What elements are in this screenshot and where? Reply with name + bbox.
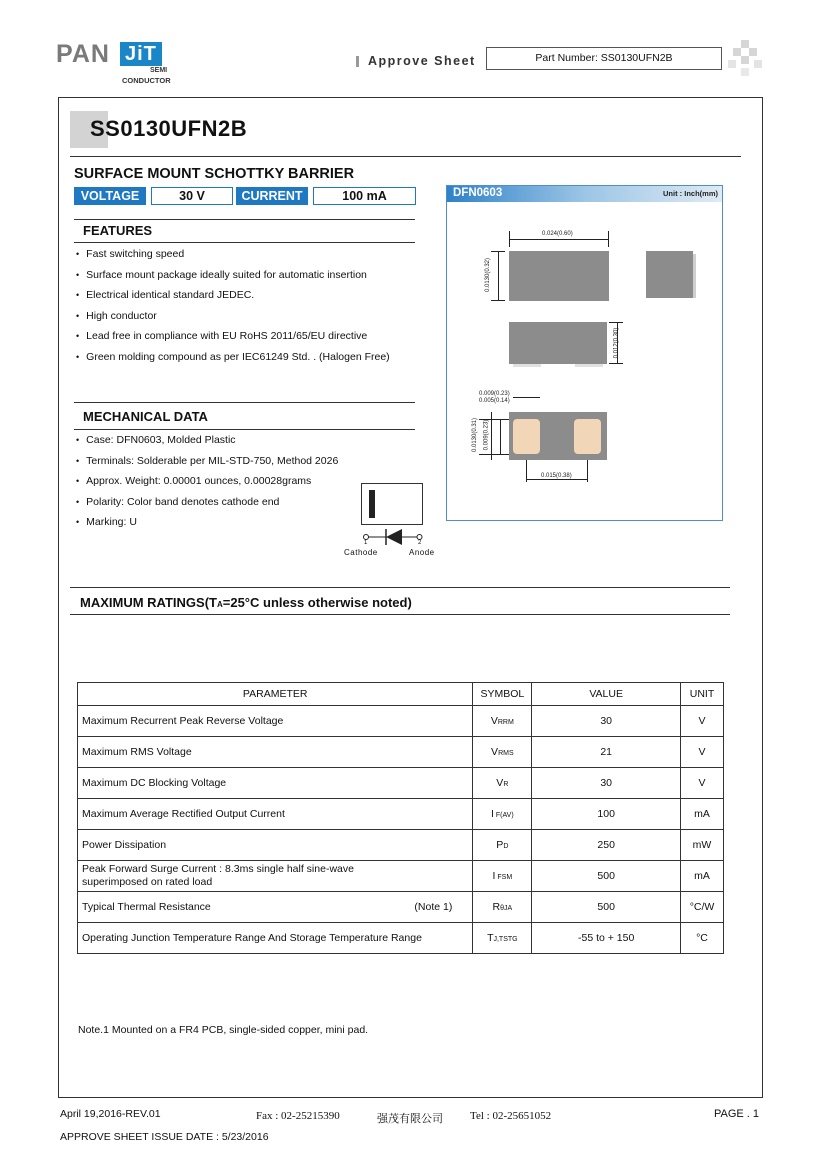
- param-cell: Operating Junction Temperature Range And Storage Temperature Range: [78, 923, 473, 954]
- approve-sheet-label: Approve Sheet: [358, 54, 476, 68]
- value-cell: 500: [532, 892, 681, 923]
- dim-pad-a: 0.009(0.23): [479, 391, 510, 397]
- dim-pad-h2: 0.009(0.23): [483, 419, 490, 451]
- list-item: • Surface mount package ideally suited for automatic insertion: [76, 265, 426, 286]
- param-cell: Maximum DC Blocking Voltage: [78, 768, 473, 799]
- cathode-band: [369, 490, 375, 518]
- table-row: [78, 706, 724, 737]
- ratings-bottom-rule: [70, 614, 730, 615]
- ratings-top-rule: [70, 587, 730, 588]
- param-cell: Maximum Recurrent Peak Reverse Voltage: [78, 706, 473, 737]
- list-item: • Case: DFN0603, Molded Plastic: [76, 430, 426, 451]
- param-cell: Maximum Average Rectified Output Current: [78, 799, 473, 830]
- footer-company: 强茂有限公司: [377, 1113, 443, 1125]
- symbol-cell: VRMS: [473, 737, 532, 768]
- param-cell: Peak Forward Surge Current : 8.3ms single half sine-wave superimposed on rated load: [78, 861, 473, 892]
- pin1-label: 1: [364, 540, 368, 546]
- value-cell: 250: [532, 830, 681, 861]
- symbol-cell: RθJA: [473, 892, 532, 923]
- mechanical-heading: MECHANICAL DATA: [83, 409, 208, 424]
- logo-jit-text: JiT: [120, 42, 162, 66]
- logo-pan-text: PAN: [56, 40, 110, 68]
- param-cell: Typical Thermal Resistance (Note 1): [78, 892, 473, 923]
- table-header-row: [78, 683, 724, 706]
- symbol-cell: VRRM: [473, 706, 532, 737]
- product-subtitle: SURFACE MOUNT SCHOTTKY BARRIER: [74, 166, 355, 182]
- logo-semi-text: SEMI: [150, 67, 168, 74]
- unit-cell: °C/W: [681, 892, 724, 923]
- table-row: [78, 768, 724, 799]
- checker-decoration: [728, 40, 762, 76]
- end-view-body: [646, 251, 693, 298]
- list-item: • Polarity: Color band denotes cathode end: [76, 492, 426, 513]
- col-unit: UNIT: [681, 683, 724, 706]
- table-row: [78, 737, 724, 768]
- footnote: Note.1 Mounted on a FR4 PCB, single-sided copper, mini pad.: [78, 1024, 369, 1036]
- value-cell: 30: [532, 768, 681, 799]
- value-cell: 30: [532, 706, 681, 737]
- footer-date-rev: April 19,2016-REV.01: [60, 1108, 161, 1120]
- voltage-label: VOLTAGE: [74, 187, 146, 205]
- features-list: [76, 244, 426, 367]
- unit-cell: mA: [681, 799, 724, 830]
- unit-cell: mW: [681, 830, 724, 861]
- footer-fax: Fax : 02-25215390: [256, 1110, 340, 1122]
- polarity-body-illustration: [361, 483, 423, 525]
- table-row: [78, 923, 724, 954]
- package-name: DFN0603: [453, 187, 503, 199]
- symbol-cell: I FSM: [473, 861, 532, 892]
- list-item: • Fast switching speed: [76, 244, 426, 265]
- unit-cell: V: [681, 737, 724, 768]
- table-row: [78, 861, 724, 892]
- dim-top-width: 0.024(0.60): [542, 231, 573, 237]
- pin2-label: 2: [418, 540, 422, 546]
- list-item: • Green molding compound as per IEC61249 Std. . (Halogen Free): [76, 347, 426, 368]
- symbol-cell: I F(AV): [473, 799, 532, 830]
- panjit-logo: [56, 40, 186, 88]
- list-item: • Approx. Weight: 0.00001 ounces, 0.00028grams: [76, 471, 426, 492]
- param-cell: Power Dissipation: [78, 830, 473, 861]
- col-value: VALUE: [532, 683, 681, 706]
- list-item: • High conductor: [76, 306, 426, 327]
- value-cell: -55 to + 150: [532, 923, 681, 954]
- features-heading: FEATURES: [83, 223, 153, 238]
- side-view-body: [509, 322, 607, 364]
- footer-issue-date: APPROVE SHEET ISSUE DATE : 5/23/2016: [60, 1131, 269, 1143]
- package-header-bar: [447, 186, 722, 202]
- list-item: • Electrical identical standard JEDEC.: [76, 285, 426, 306]
- dim-pad-h1: 0.0130(0.31): [472, 417, 479, 453]
- table-row: [78, 830, 724, 861]
- title-divider: [70, 156, 741, 157]
- features-top-rule: [74, 219, 415, 220]
- package-drawing-box: [446, 185, 723, 521]
- voltage-value: 30 V: [151, 187, 233, 205]
- dim-pad-pitch: 0.015(0.38): [541, 473, 572, 479]
- note-ref: (Note 1): [414, 901, 453, 913]
- anode-label: Anode: [409, 548, 435, 557]
- list-item: • Marking: U: [76, 512, 426, 533]
- col-parameter: PARAMETER: [78, 683, 473, 706]
- symbol-cell: TJ,TSTG: [473, 923, 532, 954]
- ratings-table: [77, 682, 724, 954]
- footer-page: PAGE . 1: [714, 1108, 760, 1120]
- current-label: CURRENT: [236, 187, 308, 205]
- unit-cell: mA: [681, 861, 724, 892]
- pad-right: [574, 419, 601, 454]
- col-symbol: SYMBOL: [473, 683, 532, 706]
- dim-side-height: 0.012(0.30): [613, 327, 620, 359]
- cathode-label: Cathode: [344, 548, 378, 557]
- unit-cell: V: [681, 706, 724, 737]
- logo-conductor-text: CONDUCTOR: [122, 76, 171, 85]
- top-view-body: [509, 251, 609, 301]
- dim-pad-b: 0.005(0.14): [479, 398, 510, 404]
- table-row: [78, 892, 724, 923]
- footer-tel: Tel : 02-25651052: [470, 1110, 552, 1122]
- dim-top-height: 0.0130(0.32): [485, 257, 492, 293]
- unit-cell: V: [681, 768, 724, 799]
- part-number-box: Part Number: SS0130UFN2B: [486, 47, 722, 70]
- package-unit: Unit : Inch(mm): [663, 189, 718, 198]
- list-item: • Terminals: Solderable per MIL-STD-750, Method 2026: [76, 451, 426, 472]
- symbol-cell: VR: [473, 768, 532, 799]
- mechanical-top-rule: [74, 402, 415, 403]
- value-cell: 21: [532, 737, 681, 768]
- part-title: SS0130UFN2B: [90, 116, 248, 141]
- unit-cell: °C: [681, 923, 724, 954]
- ratings-heading: MAXIMUM RATINGS(TA=25°C unless otherwise noted): [80, 595, 412, 610]
- value-cell: 500: [532, 861, 681, 892]
- table-row: [78, 799, 724, 830]
- features-bottom-rule: [74, 242, 415, 243]
- current-value: 100 mA: [313, 187, 416, 205]
- value-cell: 100: [532, 799, 681, 830]
- param-cell: Maximum RMS Voltage: [78, 737, 473, 768]
- pad-left: [513, 419, 540, 454]
- symbol-cell: PD: [473, 830, 532, 861]
- list-item: • Lead free in compliance with EU RoHS 2011/65/EU directive: [76, 326, 426, 347]
